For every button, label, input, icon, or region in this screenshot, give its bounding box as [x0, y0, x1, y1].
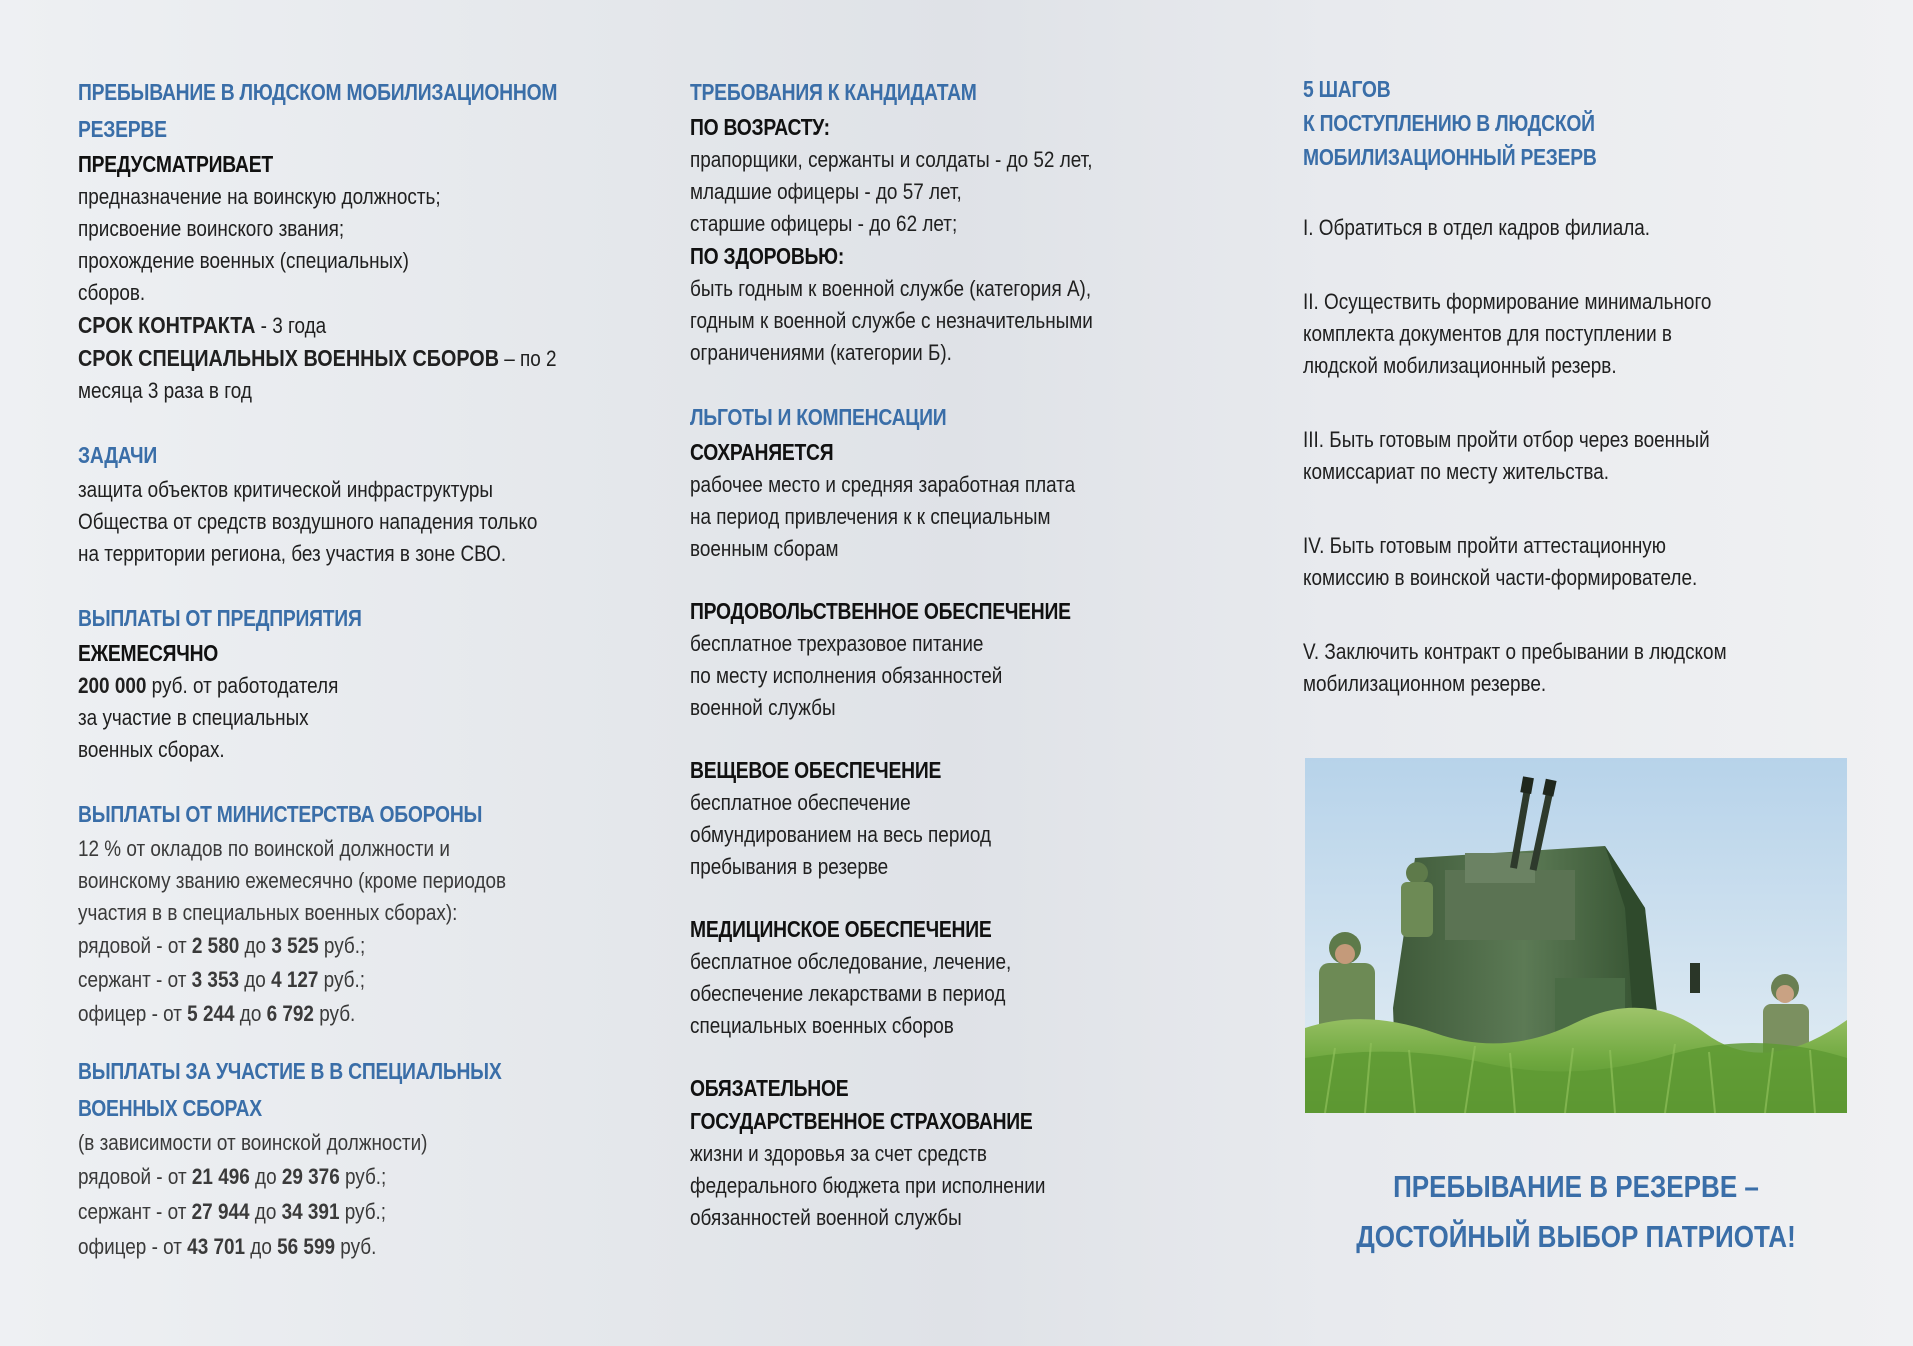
text-line: жизни и здоровья за счет средств	[690, 1141, 987, 1166]
step-line: II. Осуществить формирование минимального	[1303, 289, 1712, 314]
section-title: ВЫПЛАТЫ ОТ МИНИСТЕРСТВА ОБОРОНЫ	[78, 801, 483, 827]
column-right	[1303, 72, 1863, 700]
text-line: младшие офицеры - до 57 лет,	[690, 179, 962, 204]
pay-to: 3 525	[271, 933, 319, 958]
pay-row	[78, 997, 560, 1031]
section-title: К ПОСТУПЛЕНИЮ В ЛЮДСКОЙ	[1303, 110, 1595, 136]
contract-term	[78, 309, 560, 342]
text-line: на территории региона, без участия в зоне СВО.	[78, 541, 507, 566]
contract-value: - 3 года	[255, 313, 327, 338]
text-line: бесплатное обследование, лечение,	[690, 949, 1012, 974]
text-line: предназначение на воинскую должность;	[78, 184, 441, 209]
section-subtitle: ПО ЗДОРОВЬЮ:	[690, 243, 845, 269]
section-subtitle: ПРОДОВОЛЬСТВЕННОЕ ОБЕСПЕЧЕНИЕ	[690, 598, 1071, 624]
amount-text: руб. от работодателя	[146, 673, 339, 698]
pay-from: 21 496	[191, 1164, 250, 1189]
column-left	[78, 74, 638, 1264]
text-line: военных сборах.	[78, 737, 225, 762]
pay-sep: до	[249, 1164, 282, 1189]
pay-from: 5 244	[187, 1001, 235, 1026]
pay-row	[78, 1229, 560, 1264]
text-line: годным к военной службе с незначительными	[690, 308, 1093, 333]
pay-from: 43 701	[187, 1234, 246, 1259]
pay-to: 4 127	[271, 967, 319, 992]
text-line: ограничениями (категории Б).	[690, 340, 952, 365]
pay-to: 6 792	[266, 1001, 314, 1026]
section-title: ВЫПЛАТЫ ЗА УЧАСТИЕ В В СПЕЦИАЛЬНЫХ	[78, 1058, 502, 1084]
text-line: присвоение воинского звания;	[78, 216, 345, 241]
pay-row	[78, 929, 560, 963]
text-line: сборов.	[78, 280, 146, 305]
pay-row	[78, 963, 560, 997]
rank-label: офицер - от	[78, 1234, 188, 1259]
step-line: людской мобилизационный резерв.	[1303, 353, 1617, 378]
photo-illustration	[1305, 758, 1847, 1113]
contract-label: СРОК КОНТРАКТА	[78, 312, 256, 338]
text-line: Общества от средств воздушного нападения только	[78, 509, 538, 534]
step-line: комиссариат по месту жительства.	[1303, 459, 1609, 484]
section-subtitle: СОХРАНЯЕТСЯ	[690, 439, 834, 465]
text-line: месяца 3 раза в год	[78, 378, 252, 403]
text-line: прапорщики, сержанты и солдаты - до 52 лет,	[690, 147, 1093, 172]
pay-sep: до	[249, 1199, 282, 1224]
section-title: ВЫПЛАТЫ ОТ ПРЕДПРИЯТИЯ	[78, 605, 362, 631]
slogan-line: ПРЕБЫВАНИЕ В РЕЗЕРВЕ –	[1393, 1169, 1759, 1204]
pay-unit: руб.	[335, 1234, 377, 1259]
text-line: по месту исполнения обязанностей	[690, 663, 1003, 688]
column-middle	[690, 74, 1250, 1234]
pay-sep: до	[245, 1234, 278, 1259]
slogan	[1305, 1162, 1847, 1262]
step-line: мобилизационном резерве.	[1303, 671, 1547, 696]
text-line: рабочее место и средняя заработная плата	[690, 472, 1076, 497]
training-term	[78, 342, 560, 375]
rank-label: офицер - от	[78, 1001, 188, 1026]
text-line: специальных военных сборов	[690, 1013, 954, 1038]
section-title: МОБИЛИЗАЦИОННЫЙ РЕЗЕРВ	[1303, 144, 1597, 170]
pay-unit: руб.;	[339, 1164, 387, 1189]
section-subtitle: МЕДИЦИНСКОЕ ОБЕСПЕЧЕНИЕ	[690, 916, 992, 942]
step-line: I. Обратиться в отдел кадров филиала.	[1303, 215, 1651, 240]
text-line: военной службы	[690, 695, 836, 720]
text-line: бесплатное трехразовое питание	[690, 631, 984, 656]
section-title: ПРЕБЫВАНИЕ В ЛЮДСКОМ МОБИЛИЗАЦИОННОМ	[78, 79, 558, 105]
step-line: IV. Быть готовым пройти аттестационную	[1303, 533, 1666, 558]
text-line: 12 % от окладов по воинской должности и	[78, 836, 450, 861]
section-subtitle: ЕЖЕМЕСЯЧНО	[78, 640, 219, 666]
pay-to: 56 599	[277, 1234, 336, 1259]
section-title: РЕЗЕРВЕ	[78, 116, 167, 142]
pay-from: 2 580	[191, 933, 240, 958]
pay-unit: руб.	[313, 1001, 356, 1026]
amount-line	[78, 670, 560, 702]
pay-sep: до	[239, 933, 272, 958]
pay-row	[78, 1194, 560, 1229]
section-subtitle: ВЕЩЕВОЕ ОБЕСПЕЧЕНИЕ	[690, 757, 942, 783]
section-title: ВОЕННЫХ СБОРАХ	[78, 1095, 262, 1121]
pay-from: 27 944	[191, 1199, 250, 1224]
text-line: обязанностей военной службы	[690, 1205, 962, 1230]
text-line: старшие офицеры - до 62 лет;	[690, 211, 958, 236]
section-title: ЗАДАЧИ	[78, 442, 157, 468]
pay-from: 3 353	[191, 967, 239, 992]
text-line: бесплатное обеспечение	[690, 790, 911, 815]
text-line: участия в в специальных военных сборах):	[78, 900, 458, 925]
pay-to: 29 376	[281, 1164, 340, 1189]
step-line: V. Заключить контракт о пребывании в людском	[1303, 639, 1727, 664]
step-line: комплекта документов для поступлении в	[1303, 321, 1672, 346]
section-subtitle: ГОСУДАРСТВЕННОЕ СТРАХОВАНИЕ	[690, 1108, 1033, 1134]
text-line: пребывания в резерве	[690, 854, 889, 879]
rank-label: сержант - от	[78, 967, 192, 992]
pay-unit: руб.;	[318, 933, 366, 958]
section-title: ЛЬГОТЫ И КОМПЕНСАЦИИ	[690, 404, 947, 430]
text-line: обеспечение лекарствами в период	[690, 981, 1006, 1006]
pay-unit: руб.;	[339, 1199, 387, 1224]
training-value: – по 2	[498, 346, 557, 371]
pay-sep: до	[234, 1001, 267, 1026]
section-subtitle: ОБЯЗАТЕЛЬНОЕ	[690, 1075, 849, 1101]
text-line: за участие в специальных	[78, 705, 309, 730]
step-line: комиссию в воинской части-формирователе.	[1303, 565, 1698, 590]
text-line: воинскому званию ежемесячно (кроме периодов	[78, 868, 507, 893]
slogan-line: ДОСТОЙНЫЙ ВЫБОР ПАТРИОТА!	[1356, 1219, 1796, 1254]
pay-row	[78, 1159, 560, 1194]
pay-unit: руб.;	[318, 967, 366, 992]
text-line: обмундированием на весь период	[690, 822, 992, 847]
step-line: III. Быть готовым пройти отбор через военный	[1303, 427, 1710, 452]
soldiers-anti-aircraft-photo	[1305, 758, 1847, 1113]
pay-to: 34 391	[281, 1199, 340, 1224]
text-line: федерального бюджета при исполнении	[690, 1173, 1046, 1198]
text-line: (в зависимости от воинской должности)	[78, 1130, 428, 1155]
rank-label: рядовой - от	[78, 1164, 192, 1189]
text-line: защита объектов критической инфраструктуры	[78, 477, 493, 502]
pay-sep: до	[238, 967, 272, 992]
section-title: ТРЕБОВАНИЯ К КАНДИДАТАМ	[690, 79, 977, 105]
amount-value: 200 000	[78, 673, 147, 698]
text-line: на период привлечения к к специальным	[690, 504, 1051, 529]
text-line: быть годным к военной службе (категория А),	[690, 276, 1092, 301]
text-line: прохождение военных (специальных)	[78, 248, 409, 273]
training-label: СРОК СПЕЦИАЛЬНЫХ ВОЕННЫХ СБОРОВ	[78, 345, 499, 371]
section-subtitle: ПРЕДУСМАТРИВАЕТ	[78, 151, 273, 177]
section-subtitle: ПО ВОЗРАСТУ:	[690, 114, 830, 140]
section-title: 5 ШАГОВ	[1303, 76, 1391, 102]
text-line: военным сборам	[690, 536, 839, 561]
rank-label: сержант - от	[78, 1199, 192, 1224]
rank-label: рядовой - от	[78, 933, 192, 958]
